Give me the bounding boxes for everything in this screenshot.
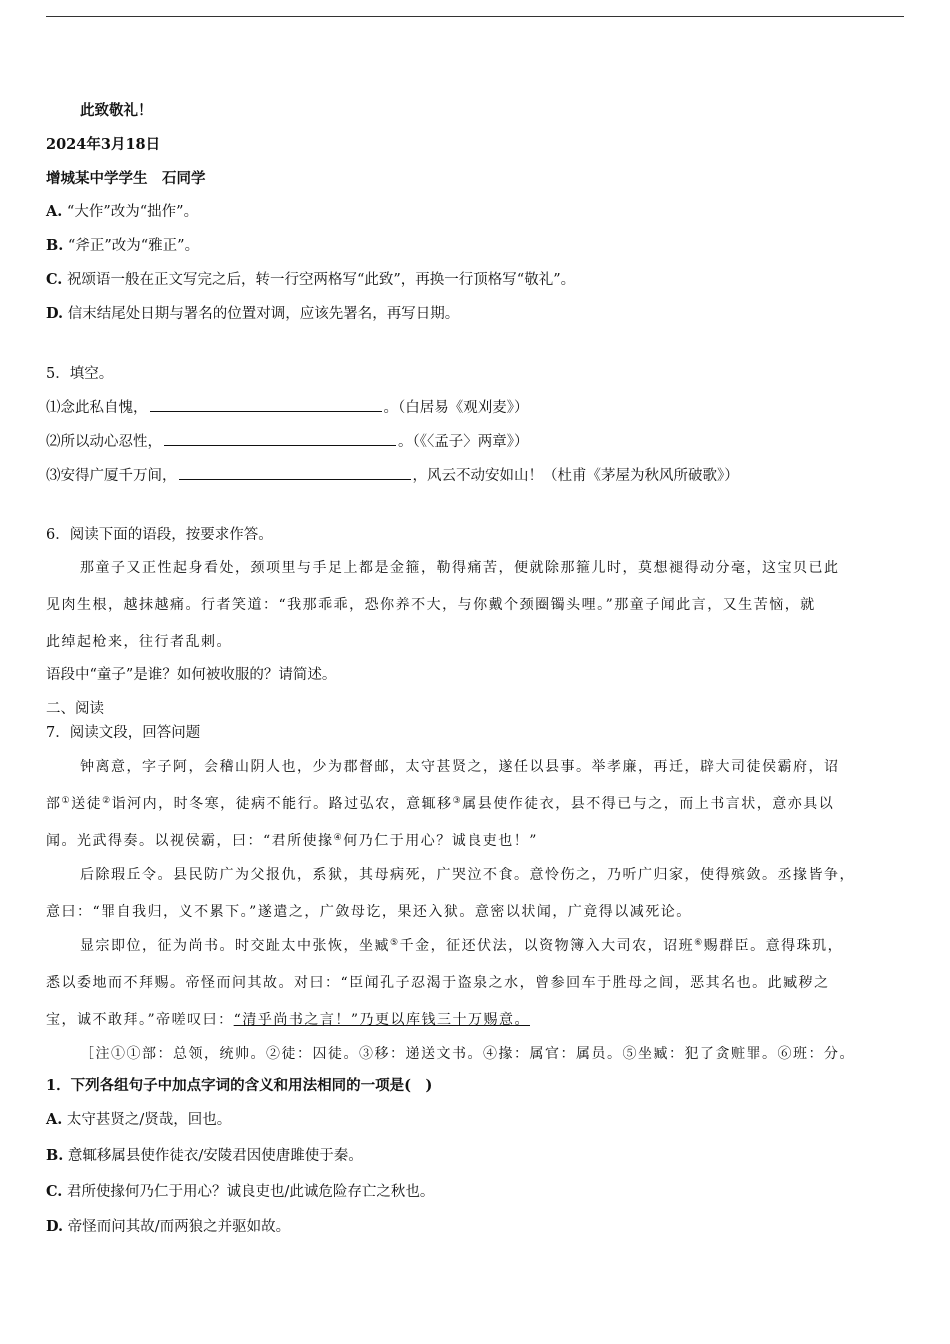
- q7-passage-line: 部①送徒②诣河内，时冬寒，徒病不能行。路过弘农，意辄移③属县使作徒衣，县不得已与之，而上书言状，意亦具以: [46, 796, 835, 812]
- q6-passage-line: 那童子又正性起身看处，颈项里与手足上都是金箍，勒得痛苦，便就除那箍儿时，莫想褪得动分毫，这宝贝已此: [80, 560, 840, 576]
- answer-blank[interactable]: [150, 397, 382, 412]
- underlined-sentence: “清乎尚书之言！”乃更以库钱三十万赐意。: [233, 1012, 530, 1028]
- q4-option-b: B. “斧正”改为“雅正”。: [46, 237, 200, 254]
- section-heading: 二、阅读: [46, 701, 104, 717]
- q5-item-2: ⑵所以动心忍性， 。（《〈孟子〉两章》）: [46, 431, 529, 452]
- q7-1-option-c: C. 君所使掾何乃仁于用心？诚良吏也/此诚危险存亡之秋也。: [46, 1183, 435, 1200]
- q7-passage-line: 悉以委地而不拜赐。帝怪而问其故。对曰：“臣闻孔子忍渴于盗泉之水，曾参回车于胜母之闾，恶其名也。此臧秽之: [46, 975, 830, 991]
- q6-question: 语段中“童子”是谁？如何被收服的？请简述。: [46, 667, 337, 683]
- answer-blank[interactable]: [179, 465, 411, 480]
- q6-title: 6．阅读下面的语段，按要求作答。: [46, 527, 273, 543]
- q7-passage-line: 闻。光武得奏。以视侯霸，曰：“君所使掾④何乃仁于用心？诚良吏也！”: [46, 833, 538, 849]
- q5-item-1: ⑴念此私自愧， 。（白居易《观刈麦》）: [46, 397, 529, 418]
- q4-option-c: C. 祝颂语一般在正文写完之后，转一行空两格写“此致”，再换一行顶格写“敬礼”。: [46, 271, 576, 288]
- q4-option-a: A. “大作”改为“拙作”。: [46, 203, 199, 220]
- q7-footnote: ［注①①部：总领，统帅。②徒：囚徒。③移：递送文书。④掾：属官：属员。⑤坐臧：犯了贪赃罪。⑥班：分。: [80, 1046, 855, 1062]
- q7-1-option-a: A. 太守甚贤之/贤哉，回也。: [46, 1111, 232, 1128]
- q7-passage-line: 意曰：“罪自我归，义不累下。”遂遣之，广敛母讫，果还入狱。意密以状闻，广竟得以减死论。: [46, 904, 692, 920]
- letter-date: 2024年3月18日: [46, 136, 161, 153]
- letter-closing: 此致敬礼！: [80, 102, 153, 119]
- q7-passage-line: 钟离意，字子阿，会稽山阴人也，少为郡督邮，太守甚贤之，遂任以县事。举孝廉，再迁，辟大司徒侯霸府，诏: [80, 759, 840, 775]
- letter-signature: 增城某中学学生 石同学: [46, 170, 206, 187]
- header-rule: [46, 16, 904, 17]
- q4-option-d: D. 信末结尾处日期与署名的位置对调，应该先署名，再写日期。: [46, 305, 460, 322]
- answer-blank[interactable]: [164, 431, 396, 446]
- q6-passage-line: 此绰起枪来，往行者乱刺。: [46, 634, 232, 650]
- q5-title: 5．填空。: [46, 366, 114, 382]
- q7-passage-line: 显宗即位，征为尚书。时交趾太中张恢，坐臧⑤千金，征还伏法，以资物簿入大司农，诏班⑥赐群臣。意得珠玑，: [80, 938, 844, 954]
- q5-item-3: ⑶安得广厦千万间， ，风云不动安如山！（杜甫《茅屋为秋风所破歌》）: [46, 465, 739, 486]
- q7-passage-line: 后除瑕丘令。县民防广为父报仇，系狱，其母病死，广哭泣不食。意怜伤之，乃听广归家，使得殡敛。丞掾皆争，: [80, 867, 855, 883]
- q7-title: 7．阅读文段，回答问题: [46, 725, 201, 741]
- q7-1-title: 1．下列各组句子中加点字词的含义和用法相同的一项是( ): [46, 1077, 433, 1094]
- q6-passage-line: 见肉生根，越抹越痛。行者笑道：“我那乖乖，恐你养不大，与你戴个颈圈镯头哩。”那童子闻此言，又生苦恼，就: [46, 597, 816, 613]
- q7-1-option-b: B. 意辄移属县使作徒衣/安陵君因使唐雎使于秦。: [46, 1147, 363, 1164]
- q7-1-option-d: D. 帝怪而问其故/而两狼之并驱如故。: [46, 1218, 291, 1235]
- q7-passage-line: 宝，诚不敢拜。”帝嗟叹曰：“清乎尚书之言！”乃更以库钱三十万赐意。: [46, 1012, 530, 1028]
